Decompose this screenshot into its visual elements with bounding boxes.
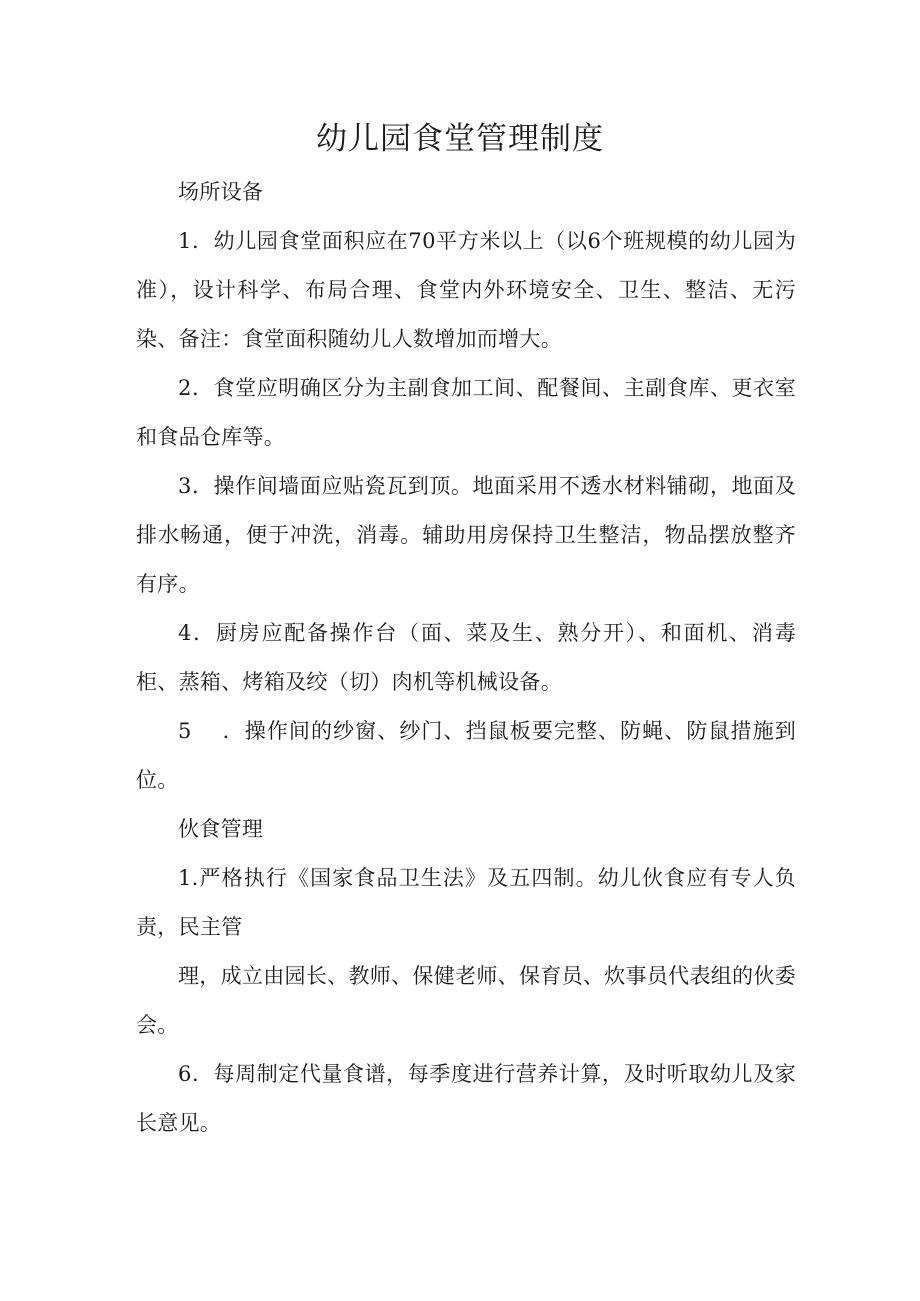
document-body <box>136 168 796 1148</box>
document-title: 幼儿园食堂管理制度 <box>316 121 604 157</box>
paragraph-facilities-1: 1．幼儿园食堂面积应在70平方米以上（以6个班规模的幼儿园为准），设计科学、布局合理、食堂内外环境安全、卫生、整洁、无污染、备注：食堂面积随幼儿人数增加而增大。 <box>136 229 796 351</box>
paragraph-facilities-5: 5 ．操作间的纱窗、纱门、挡鼠板要完整、防蝇、防鼠措施到位。 <box>136 719 796 792</box>
paragraph-catering-6: 6．每周制定代量食谱，每季度进行营养计算，及时听取幼儿及家长意见。 <box>136 1062 796 1135</box>
paragraph-facilities-3: 3．操作间墙面应贴瓷瓦到顶。地面采用不透水材料铺砌，地面及排水畅通，便于冲洗，消毒。辅助用房保持卫生整洁，物品摆放整齐有序。 <box>136 474 796 596</box>
paragraph-catering-1-continued: 理，成立由园长、教师、保健老师、保育员、炊事员代表组的伙委会。 <box>136 964 796 1037</box>
section-heading-catering: 伙食管理 <box>178 817 264 841</box>
paragraph-facilities-4: 4．厨房应配备操作台（面、菜及生、熟分开）、和面机、消毒柜、蒸箱、烤箱及绞（切）肉机等机械设备。 <box>136 621 796 694</box>
section-heading-facilities: 场所设备 <box>178 180 264 204</box>
paragraph-catering-1: 1.严格执行《国家食品卫生法》及五四制。幼儿伙食应有专人负责，民主管 <box>136 866 796 939</box>
paragraph-facilities-2: 2．食堂应明确区分为主副食加工间、配餐间、主副食库、更衣室和食品仓库等。 <box>136 376 796 449</box>
